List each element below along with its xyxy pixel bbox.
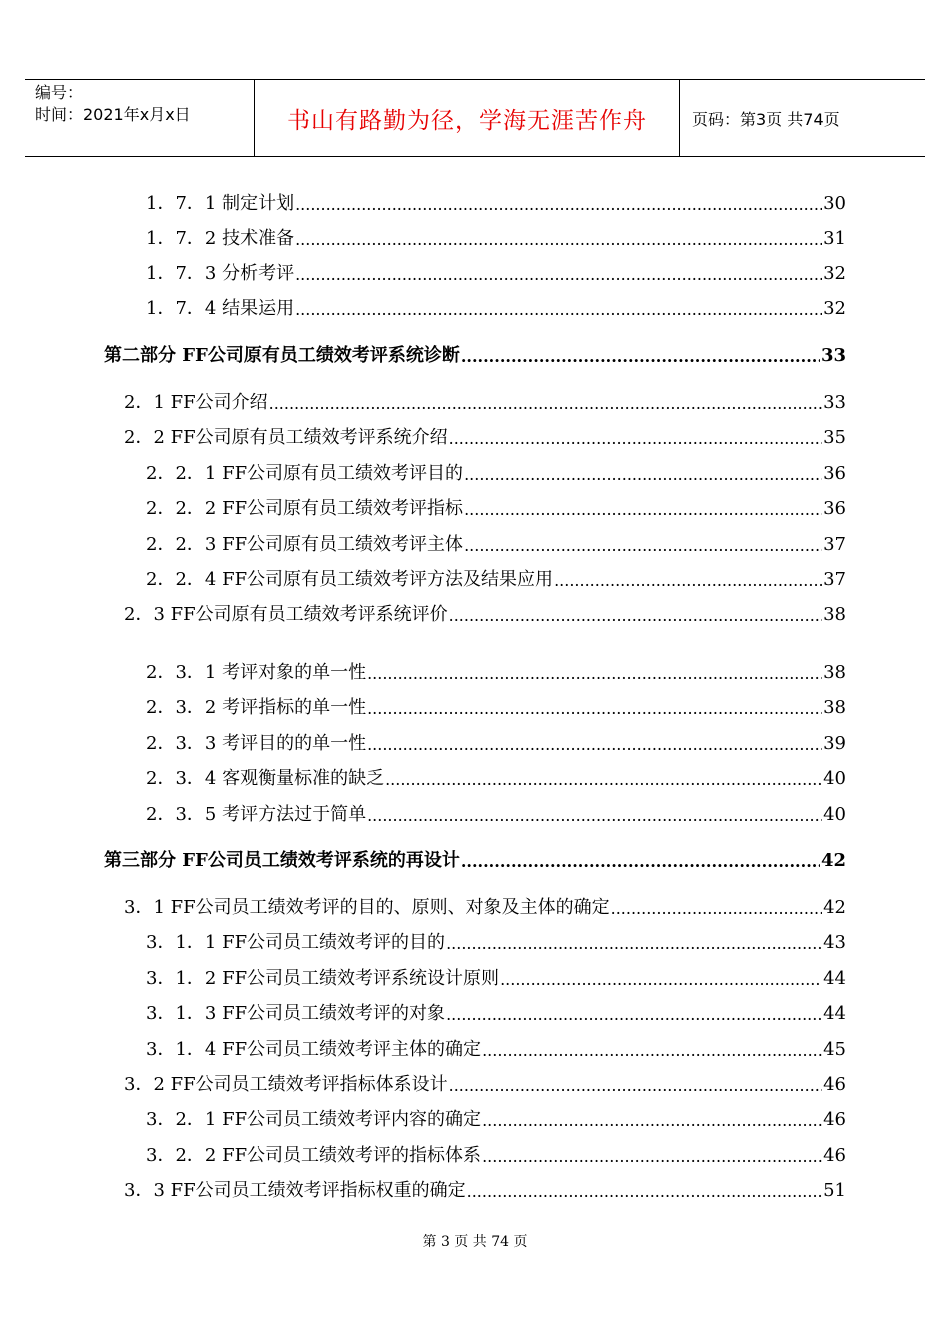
toc-entry[interactable]	[146, 1105, 846, 1131]
toc-entry-title: 2．1 FF公司介绍	[124, 392, 268, 413]
toc-entry-page: 40	[823, 804, 846, 825]
toc-leader	[467, 1182, 822, 1202]
toc-entry[interactable]	[124, 423, 846, 449]
toc-entry-page: 32	[823, 298, 846, 319]
toc-leader	[461, 347, 820, 367]
toc-entry[interactable]	[146, 459, 846, 485]
toc-entry-title: 3．1 FF公司员工绩效考评的目的、原则、对象及主体的确定	[124, 897, 610, 918]
toc-entry-page: 37	[823, 569, 846, 590]
toc-entry-title: 2．3 FF公司原有员工绩效考评系统评价	[124, 604, 448, 625]
toc-entry-title: 1．7．3 分析考评	[146, 263, 295, 284]
toc-entry-page: 42	[820, 850, 846, 871]
toc-entry[interactable]	[124, 893, 846, 919]
toc-leader	[611, 899, 822, 919]
toc-entry-page: 36	[823, 463, 846, 484]
toc-leader	[482, 1147, 822, 1167]
document-number-label: 编号：	[35, 83, 84, 102]
toc-entry-title: 2．3．2 考评指标的单一性	[146, 697, 367, 718]
toc-entry[interactable]	[146, 1035, 846, 1061]
toc-entry-page: 40	[823, 768, 846, 789]
toc-leader	[482, 1041, 822, 1061]
toc-leader	[367, 664, 822, 684]
document-time-label: 时间：2021年x月x日	[35, 105, 191, 124]
toc-entry[interactable]	[124, 388, 846, 414]
toc-leader	[385, 770, 822, 790]
toc-entry-page: 44	[823, 968, 846, 989]
toc-entry[interactable]	[124, 1070, 846, 1096]
toc-entry-page: 39	[823, 733, 846, 754]
toc-entry-title: 2．2．4 FF公司原有员工绩效考评方法及结果应用	[146, 569, 554, 590]
toc-leader	[464, 500, 822, 520]
toc-entry-page: 44	[823, 1003, 846, 1024]
toc-leader	[500, 970, 822, 990]
toc-entry[interactable]	[146, 764, 846, 790]
toc-entry-title: 3．1．1 FF公司员工绩效考评的目的	[146, 932, 446, 953]
toc-entry-page: 46	[823, 1109, 846, 1130]
toc-leader	[449, 1076, 822, 1096]
toc-entry[interactable]	[146, 693, 846, 719]
toc-entry-title: 2．2．3 FF公司原有员工绩效考评主体	[146, 534, 464, 555]
toc-entry-title: 3．2．2 FF公司员工绩效考评的指标体系	[146, 1145, 482, 1166]
toc-entry-page: 38	[823, 697, 846, 718]
toc-entry-title: 3．2 FF公司员工绩效考评指标体系设计	[124, 1074, 448, 1095]
toc-leader	[554, 571, 822, 591]
toc-leader	[367, 699, 822, 719]
toc-entry-title: 1．7．4 结果运用	[146, 298, 295, 319]
toc-entry-title: 2．3．5 考评方法过于简单	[146, 804, 367, 825]
toc-entry-title: 2．2．1 FF公司原有员工绩效考评目的	[146, 463, 464, 484]
toc-leader	[461, 852, 820, 872]
toc-entry-title: 第三部分 FF公司员工绩效考评系统的再设计	[104, 850, 460, 871]
toc-entry-title: 3．1．4 FF公司员工绩效考评主体的确定	[146, 1039, 482, 1060]
toc-leader	[449, 606, 822, 626]
toc-entry[interactable]	[146, 964, 846, 990]
toc-part-heading[interactable]	[104, 846, 846, 872]
toc-entry-page: 45	[823, 1039, 846, 1060]
page-footer: 第 3 页 共 74 页	[422, 1234, 528, 1250]
toc-entry[interactable]	[146, 294, 846, 320]
toc-entry-page: 33	[820, 345, 846, 366]
toc-leader	[367, 806, 822, 826]
toc-leader	[446, 1005, 822, 1025]
toc-entry-title: 1．7．2 技术准备	[146, 228, 295, 249]
toc-entry-page: 31	[823, 228, 846, 249]
toc-entry-page: 33	[823, 392, 846, 413]
toc-entry[interactable]	[146, 530, 846, 556]
toc-entry-title: 1．7．1 制定计划	[146, 193, 295, 214]
toc-entry-title: 3．3 FF公司员工绩效考评指标权重的确定	[124, 1180, 466, 1201]
toc-entry-title: 2．2 FF公司原有员工绩效考评系统介绍	[124, 427, 448, 448]
toc-entry-page: 43	[823, 932, 846, 953]
toc-entry-page: 46	[823, 1145, 846, 1166]
toc-entry-page: 38	[823, 604, 846, 625]
toc-entry-title: 2．3．1 考评对象的单一性	[146, 662, 367, 683]
toc-leader	[464, 536, 822, 556]
toc-entry[interactable]	[146, 494, 846, 520]
toc-leader	[482, 1111, 822, 1131]
toc-entry-page: 35	[823, 427, 846, 448]
toc-entry-page: 36	[823, 498, 846, 519]
header-page-info: 页码：第3页 共74页	[692, 109, 840, 129]
toc-entry[interactable]	[124, 1176, 846, 1202]
toc-entry-page: 30	[823, 193, 846, 214]
toc-leader	[295, 195, 822, 215]
toc-entry-title: 3．2．1 FF公司员工绩效考评内容的确定	[146, 1109, 482, 1130]
toc-entry[interactable]	[146, 800, 846, 826]
toc-entry-page: 37	[823, 534, 846, 555]
toc-leader	[295, 230, 822, 250]
toc-leader	[269, 394, 822, 414]
toc-entry-page: 38	[823, 662, 846, 683]
toc-entry-page: 51	[823, 1180, 846, 1201]
toc-part-heading[interactable]	[104, 341, 846, 367]
toc-entry-title: 第二部分 FF公司原有员工绩效考评系统诊断	[104, 345, 460, 366]
toc-entry-title: 3．1．3 FF公司员工绩效考评的对象	[146, 1003, 446, 1024]
toc-entry-page: 42	[823, 897, 846, 918]
toc-entry[interactable]	[146, 658, 846, 684]
toc-entry-title: 2．2．2 FF公司原有员工绩效考评指标	[146, 498, 464, 519]
toc-leader	[295, 265, 822, 285]
toc-entry-page: 46	[823, 1074, 846, 1095]
toc-entry-title: 3．1．2 FF公司员工绩效考评系统设计原则	[146, 968, 500, 989]
toc-entry[interactable]	[146, 999, 846, 1025]
toc-entry[interactable]	[146, 224, 846, 250]
toc-entry-page: 32	[823, 263, 846, 284]
toc-leader	[446, 934, 822, 954]
toc-leader	[449, 429, 822, 449]
toc-entry[interactable]	[124, 600, 846, 626]
toc-entry[interactable]	[146, 189, 846, 215]
toc-entry-title: 2．3．3 考评目的的单一性	[146, 733, 367, 754]
toc-entry-title: 2．3．4 客观衡量标准的缺乏	[146, 768, 385, 789]
toc-leader	[295, 300, 822, 320]
toc-entry[interactable]	[146, 259, 846, 285]
toc-entry[interactable]	[146, 1141, 846, 1167]
motto-text: 书山有路勤为径，学海无涯苦作舟	[287, 107, 647, 134]
toc-entry[interactable]	[146, 565, 846, 591]
toc-entry[interactable]	[146, 729, 846, 755]
toc-leader	[464, 465, 822, 485]
toc-leader	[367, 735, 822, 755]
toc-entry[interactable]	[146, 928, 846, 954]
